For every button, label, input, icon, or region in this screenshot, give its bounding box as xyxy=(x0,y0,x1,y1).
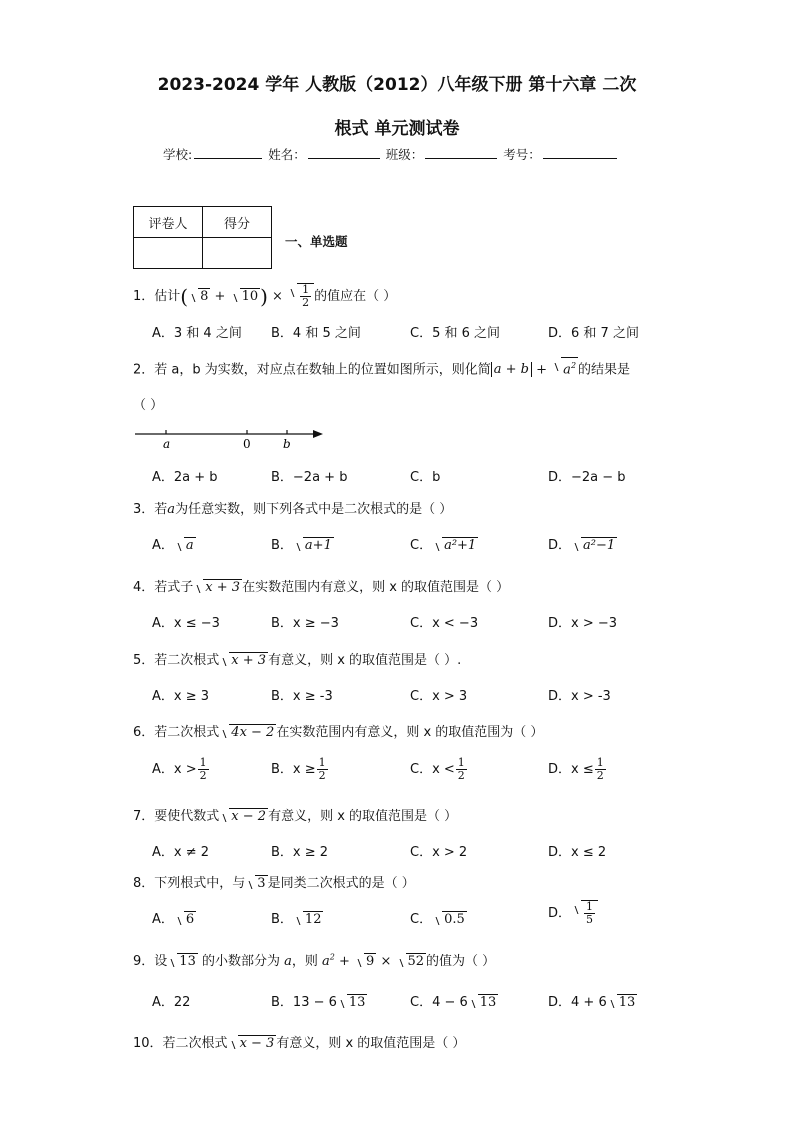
question-8: 8．下列根式中，与 3 是同类二次根式的是（ ） xyxy=(133,876,415,891)
question-number: 5． xyxy=(133,653,155,668)
q6-option-d[interactable]: D．x ≤ $\frac{1}{2}$ xyxy=(548,756,604,782)
q2-option-a[interactable]: A．2a + b xyxy=(152,470,218,485)
section-title: 一、单选题 xyxy=(285,234,348,249)
q7-option-a[interactable]: A．x ≠ 2 xyxy=(152,845,210,860)
class-label: 班级： xyxy=(385,147,424,162)
label-zero: 0 xyxy=(243,437,251,451)
question-number: 7． xyxy=(133,809,155,824)
question-number: 9． xyxy=(133,954,155,969)
q4-option-d[interactable]: D．x > −3 xyxy=(548,616,618,631)
question-number: 3． xyxy=(133,502,155,517)
q8-option-d[interactable]: D． $\frac{1}{5}$ xyxy=(548,900,598,926)
question-4: 4．若式子 x + 3 在实数范围内有意义，则 x 的取值范围是（ ） xyxy=(133,580,510,595)
q7-option-c[interactable]: C．x > 2 xyxy=(410,845,468,860)
q9-option-d[interactable]: D．4 + 6 13 xyxy=(548,995,636,1010)
q4-option-c[interactable]: C．x < −3 xyxy=(410,616,479,631)
q8-option-a[interactable]: A． 6 xyxy=(152,912,195,927)
q1-option-a[interactable]: A．3 和 4 之间 xyxy=(152,326,242,341)
q3-option-b[interactable]: B． a+1 xyxy=(271,538,332,553)
q4-option-b[interactable]: B．x ≥ −3 xyxy=(271,616,339,631)
label-b: b xyxy=(283,437,291,451)
q2-option-c[interactable]: C．b xyxy=(410,470,441,485)
document-title-line2: 根式 单元测试卷 xyxy=(334,119,460,139)
exam-no-label: 考号： xyxy=(503,147,541,162)
school-field[interactable] xyxy=(194,146,262,159)
q2-option-b[interactable]: B．−2a + b xyxy=(271,470,348,485)
question-number: 4． xyxy=(133,580,155,595)
question-1: 1．估计( 8 + 10 ) × $\frac{1}{2}$ 的值应在（ ） xyxy=(133,283,397,309)
score-cell[interactable] xyxy=(203,238,272,269)
score-header: 得分 xyxy=(203,207,272,238)
q6-option-a[interactable]: A．x > $\frac{1}{2}$ xyxy=(152,756,207,782)
q6-option-b[interactable]: B．x ≥ $\frac{1}{2}$ xyxy=(271,756,326,782)
paren-right: ) xyxy=(260,284,268,309)
question-number: 10． xyxy=(133,1036,163,1051)
question-text: 估计 xyxy=(154,289,181,304)
question-3: 3．若a为任意实数，则下列各式中是二次根式的是（ ） xyxy=(133,502,453,517)
q2-option-d[interactable]: D．−2a − b xyxy=(548,470,626,485)
question-text: 的值为（ ） xyxy=(426,954,496,969)
question-text: 的值应在（ ） xyxy=(314,289,397,304)
question-text: 若二次根式 xyxy=(154,653,220,668)
q1-option-d[interactable]: D．6 和 7 之间 xyxy=(548,326,639,341)
grader-header: 评卷人 xyxy=(134,207,203,238)
question-text: 在实数范围内有意义，则 x 的取值范围为（ ） xyxy=(276,725,544,740)
q1-option-c[interactable]: C．5 和 6 之间 xyxy=(410,326,501,341)
question-5: 5．若二次根式 x + 3 有意义，则 x 的取值范围是（ ）. xyxy=(133,653,462,668)
question-number: 2． xyxy=(133,362,155,378)
question-2-line2: （ ） xyxy=(133,398,164,413)
student-info-line xyxy=(163,145,619,163)
q1-option-b[interactable]: B．4 和 5 之间 xyxy=(271,326,361,341)
question-number: 6． xyxy=(133,725,155,740)
paren-left: ( xyxy=(180,284,189,309)
exam-no-field[interactable] xyxy=(543,146,617,159)
question-text: 若二次根式 xyxy=(154,725,220,740)
q9-option-c[interactable]: C．4 − 6 13 xyxy=(410,995,497,1010)
q5-option-a[interactable]: A．x ≥ 3 xyxy=(152,689,210,704)
q5-option-b[interactable]: B．x ≥ -3 xyxy=(271,689,333,704)
q3-option-d[interactable]: D． a²−1 xyxy=(548,538,616,553)
name-label: 姓名： xyxy=(268,147,306,162)
question-6: 6．若二次根式 4x − 2 在实数范围内有意义，则 x 的取值范围为（ ） xyxy=(133,725,544,740)
class-field[interactable] xyxy=(425,146,497,159)
question-text: 若二次根式 xyxy=(162,1036,228,1051)
q3-option-a[interactable]: A． a xyxy=(152,538,194,553)
q7-option-d[interactable]: D．x ≤ 2 xyxy=(548,845,607,860)
q6-option-c[interactable]: C．x < $\frac{1}{2}$ xyxy=(410,756,465,782)
question-9: 9．设 13 的小数部分为 a，则 $a^2 + 9 \times 52$ 的值为（ ） xyxy=(133,952,496,969)
question-text: 若 xyxy=(154,502,168,517)
q9-option-b[interactable]: B．13 − 6 13 xyxy=(271,995,366,1010)
name-field[interactable] xyxy=(308,146,380,159)
document-title-line1: 2023-2024 学年 人教版（2012）八年级下册 第十六章 二次 xyxy=(157,75,637,95)
question-10: 10．若二次根式 x − 3 有意义，则 x 的取值范围是（ ） xyxy=(133,1036,466,1051)
q7-option-b[interactable]: B．x ≥ 2 xyxy=(271,845,329,860)
number-line xyxy=(133,424,328,454)
question-text: 为任意实数，则下列各式中是二次根式的是（ ） xyxy=(175,502,453,517)
score-table xyxy=(133,206,272,269)
q5-option-d[interactable]: D．x > -3 xyxy=(548,689,611,704)
question-text: 要使代数式 xyxy=(154,809,220,824)
q9-option-a[interactable]: A．22 xyxy=(152,995,191,1010)
q4-option-a[interactable]: A．x ≤ −3 xyxy=(152,616,220,631)
question-text: 是同类二次根式的是（ ） xyxy=(267,876,415,891)
question-number: 8． xyxy=(133,876,155,891)
question-text: 有意义，则 x 的取值范围是（ ）. xyxy=(268,653,462,668)
q8-option-c[interactable]: C． 0.5 xyxy=(410,912,465,927)
question-number: 1． xyxy=(133,289,155,304)
q8-option-b[interactable]: B． 12 xyxy=(271,912,322,927)
question-text: 设 xyxy=(154,954,168,969)
grader-cell[interactable] xyxy=(134,238,203,269)
question-text: 若 a，b 为实数，对应点在数轴上的位置如图所示，则化简 xyxy=(154,362,491,378)
question-text: 有意义，则 x 的取值范围是（ ） xyxy=(268,809,458,824)
question-text: 有意义，则 x 的取值范围是（ ） xyxy=(276,1036,466,1051)
question-7: 7．要使代数式 x − 2 有意义，则 x 的取值范围是（ ） xyxy=(133,809,458,824)
axis-arrow xyxy=(313,430,323,438)
q3-option-c[interactable]: C． a²+1 xyxy=(410,538,477,553)
question-text: 在实数范围内有意义，则 x 的取值范围是（ ） xyxy=(242,580,510,595)
school-label: 学校: xyxy=(163,147,193,162)
question-text: 的结果是 xyxy=(578,362,631,378)
label-a: a xyxy=(163,437,171,451)
q5-option-c[interactable]: C．x > 3 xyxy=(410,689,468,704)
question-text: 若式子 xyxy=(154,580,194,595)
question-text: 下列根式中，与 xyxy=(154,876,246,891)
question-2: 2．若 a，b 为实数，对应点在数轴上的位置如图所示，则化简 $a + b + a^2$ 的结果是 xyxy=(133,357,630,377)
